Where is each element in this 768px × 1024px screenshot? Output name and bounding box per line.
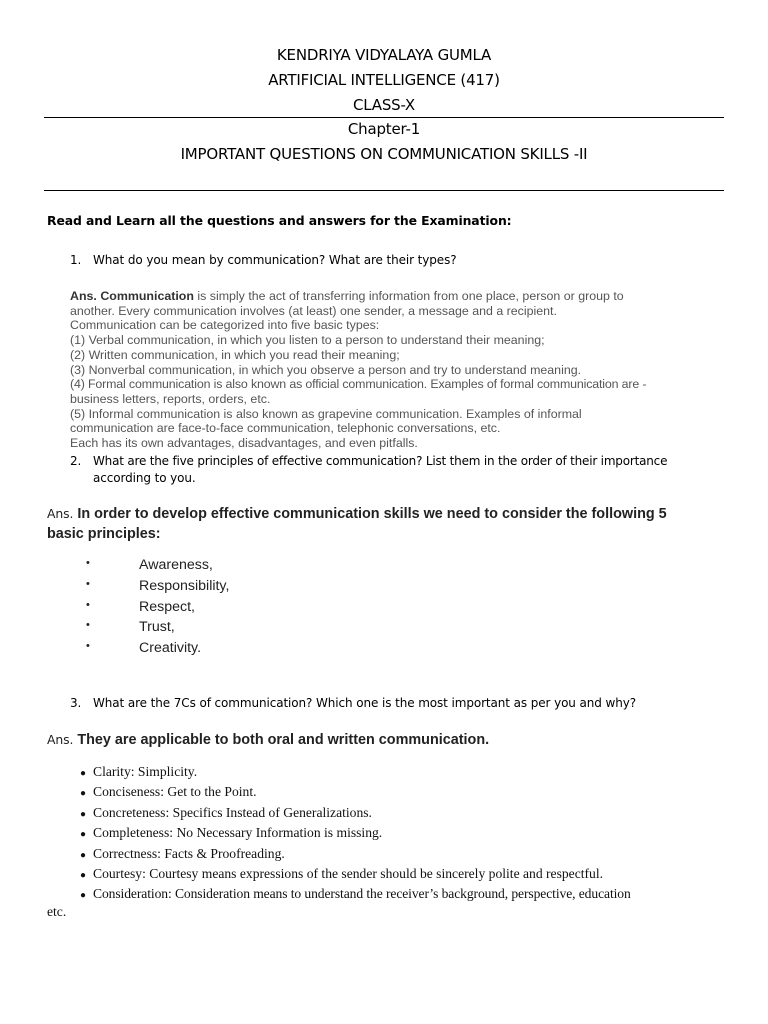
list-item: ● Concreteness: Specifics Instead of Generalizations. [80,805,372,820]
instruction-text: Read and Learn all the questions and answers for the Examination: [47,213,512,228]
q1-answer-line: Ans. Communication is simply the act of transferring information from one place, person or group to [70,289,624,303]
q1-question: What do you mean by communication? What are their types? [93,253,457,267]
header-rule-top [44,117,724,118]
q1-answer-line: business letters, reports, orders, etc. [70,391,271,406]
q3-ans-prefix: Ans. [47,732,74,747]
list-item: ● Consideration: Consideration means to understand the receiver’s background, perspective, education [80,886,631,901]
q2-answer-line2: basic principles: [47,526,161,542]
q3-answer: Ans. They are applicable to both oral and written communication. [47,732,490,748]
q1-ans-keyword: Communication [100,289,194,303]
q1-answer-line: (2) Written communication, in which you read their meaning; [70,347,400,362]
list-item: ● Courtesy: Courtesy means expressions of the sender should be sincerely polite and respectful. [80,866,604,881]
q3-tail: etc. [47,904,67,919]
document-page: KENDRIYA VIDYALAYA GUMLA ARTIFICIAL INTELLIGENCE (417) CLASS-X Chapter-1 IMPORTANT QUESTIONS ON COMMUNICATION SKILLS -II Read and Learn all the questions and answers for the Examination: 1. What do you mean by communication? What are their types? Ans. Communication is simply the act of transferring information from one place, person or group to another. Every communication involves (at least) one sender, a message and a recipient. Communication can be categorized into five basic types: (1) Verbal communication, in which you listen to a person to understand their meaning; (2) Written communication, in which you read their meaning; (3) Nonverbal communication, in which you observe a person and try to understand meaning. (4) Formal communication is also known as official communication. Examples of formal communication are - business letters, reports, orders, etc. (5) Informal communication is also known as grapevine communication. Examples of informal communication are face-to-face communication, telephonic conversations, etc. Each has its own advantages, disadvantages, and even pitfalls. 2. What are the five principles of effective communication? List them in the order of their importance according to you. Ans. In order to develop effective communication skills we need to consider the following 5 basic principles: • Awareness, • Responsibility, • Respect, • Trust, • Creativity. 3. What are the 7Cs of communication? Which one is the most important as per you and why? Ans. They are applicable to both oral and written communication. ● Clarity: Simplicity. ● Conciseness: Get to the Point. ● Concreteness: Specifics Instead of Generalizations. ● Completeness: No Necessary Information is missing. ● Correctness: Facts & Proofreading. ● Courtesy: Courtesy means expressions of the sender should be sincerely polite and respectful. ● Consideration: Consideration means to understand the receiver’s background, perspective, education etc. [0,0,768,1024]
q2-ans-prefix: Ans. [47,506,74,521]
list-item: ● Clarity: Simplicity. [80,764,198,779]
document-title: IMPORTANT QUESTIONS ON COMMUNICATION SKILLS -II [180,145,588,163]
school-name: KENDRIYA VIDYALAYA GUMLA [276,46,492,64]
list-item: ● Completeness: No Necessary Information is missing. [80,825,383,840]
q1-answer-line: Each has its own advantages, disadvantages, and even pitfalls. [70,436,418,451]
q1-answer [70,289,730,451]
q1-answer-line: Communication can be categorized into five basic types: [70,318,380,333]
class-name: CLASS-X [352,96,416,114]
q2-question-line2: according to you. [93,471,196,485]
q1-answer-line: (1) Verbal communication, in which you listen to a person to understand their meaning; [70,333,545,348]
q2-number: 2. [70,454,82,468]
q1-answer-line: (5) Informal communication is also known as grapevine communication. Examples of informal [70,406,582,421]
q3-question: What are the 7Cs of communication? Which one is the most important as per you and why? [93,696,637,710]
list-item: ● Conciseness: Get to the Point. [80,784,257,799]
header-rule-bottom [44,190,724,191]
subject-name: ARTIFICIAL INTELLIGENCE (417) [268,71,500,89]
q1-answer-line: communication are face-to-face communication, telephonic conversations, etc. [70,421,501,436]
q1-answer-line: (4) Formal communication is also known as official communication. Examples of formal communication are - [70,377,647,392]
q1-ans-prefix: Ans. [70,289,97,303]
q1-number: 1. [70,253,82,267]
q1-answer-line: (3) Nonverbal communication, in which you observe a person and try to understand meaning. [70,362,582,377]
q3-number: 3. [70,696,82,710]
list-item: ● Correctness: Facts & Proofreading. [80,846,285,861]
chapter-label: Chapter-1 [347,120,421,138]
q2-question-line1: What are the five principles of effective communication? List them in the order of their importance [93,454,668,468]
q2-answer-line1: Ans. In order to develop effective communication skills we need to consider the following 5 [47,506,667,522]
q1-answer-line: another. Every communication involves (at least) one sender, a message and a recipient. [70,303,557,318]
